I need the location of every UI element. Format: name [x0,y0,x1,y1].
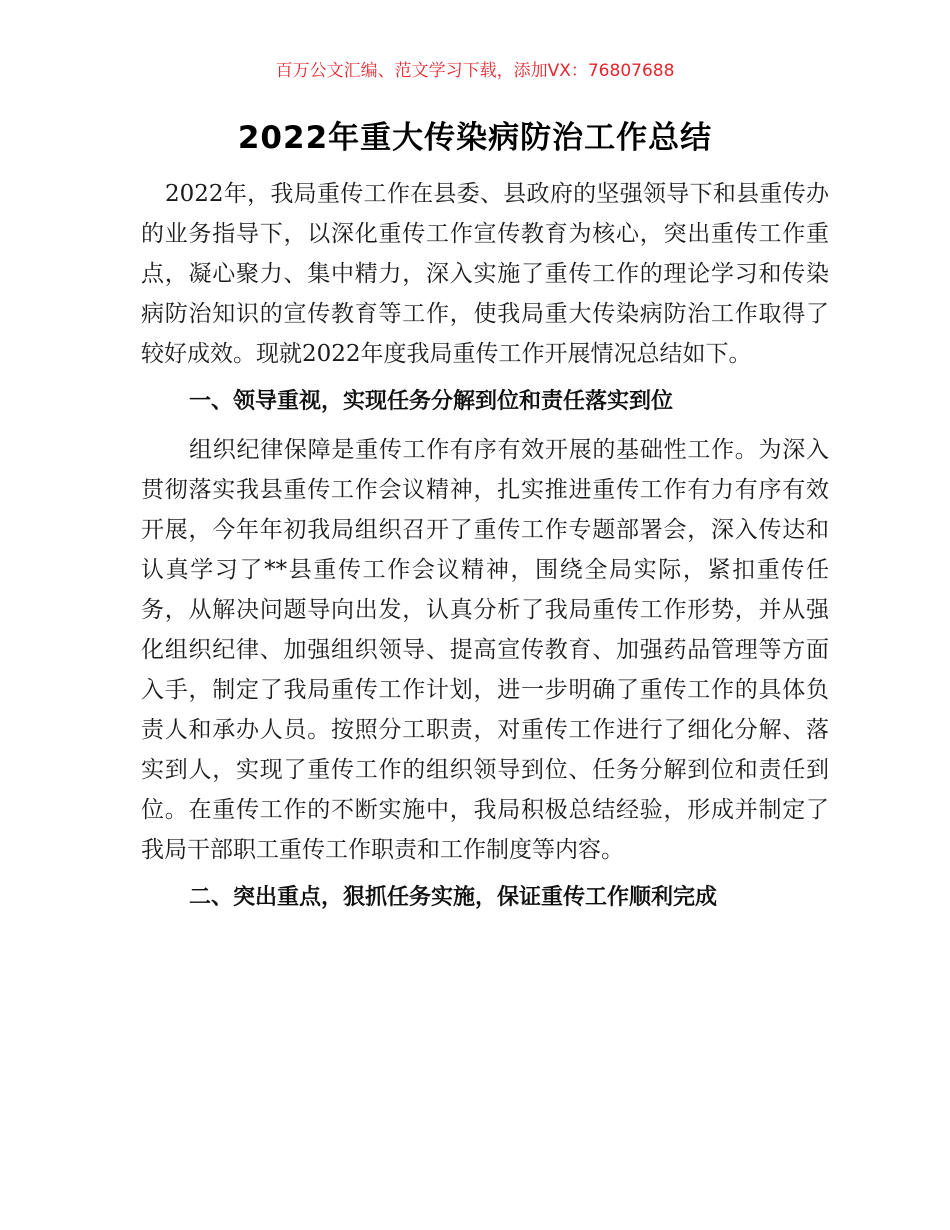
section-1-paragraph: 组织纪律保障是重传工作有序有效开展的基础性工作。为深入贯彻落实我县重传工作会议精神，扎实推进重传工作有力有序有效开展，今年年初我局组织召开了重传工作专题部署会，深入传达和认真学习了**县重传工作会议精神，围绕全局实际，紧扣重传任务，从解决问题导向出发，认真分析了我局重传工作形势，并从强化组织纪律、加强组织领导、提高宣传教育、加强药品管理等方面入手，制定了我局重传工作计划，进一步明确了重传工作的具体负责人和承办人员。按照分工职责，对重传工作进行了细化分解、落实到人，实现了重传工作的组织领导到位、任务分解到位和责任到位。在重传工作的不断实施中，我局积极总结经验，形成并制定了我局干部职工重传工作职责和工作制度等内容。 [141,437,829,863]
document-title: 2022年重大传染病防治工作总结 [237,120,713,156]
section-2-heading: 二、突出重点，狠抓任务实施，保证重传工作顺利完成 [189,885,718,910]
header-watermark-note: 百万公文汇编、范文学习下载，添加VX：76807688 [275,61,675,81]
intro-paragraph: 2022年，我局重传工作在县委、县政府的坚强领导下和县重传办的业务指导下，以深化重传工作宣传教育为核心，突出重传工作重点，凝心聚力、集中精力，深入实施了重传工作的理论学习和传染病防治知识的宣传教育等工作，使我局重大传染病防治工作取得了较好成效。现就2022年度我局重传工作开展情况总结如下。 [141,181,829,367]
section-1-heading: 一、领导重视，实现任务分解到位和责任落实到位 [189,389,674,414]
document-body [141,174,829,926]
